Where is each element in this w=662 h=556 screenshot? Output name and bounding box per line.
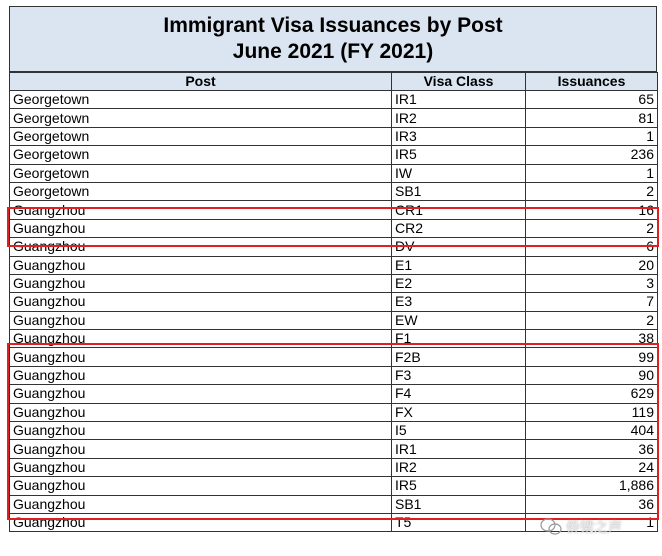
cell-visa-class: IR1 bbox=[392, 91, 526, 109]
table-row bbox=[10, 274, 658, 292]
cell-post: Guangzhou bbox=[10, 422, 392, 440]
table-row bbox=[10, 440, 658, 458]
cell-issuances: 1,886 bbox=[526, 477, 658, 495]
cell-post: Guangzhou bbox=[10, 403, 392, 421]
page-title: Immigrant Visa Issuances by Post bbox=[163, 14, 503, 37]
table-row bbox=[10, 293, 658, 311]
cell-issuances: 1 bbox=[526, 164, 658, 182]
cell-issuances: 36 bbox=[526, 440, 658, 458]
cell-issuances: 1 bbox=[526, 127, 658, 145]
table-row bbox=[10, 182, 658, 200]
cell-visa-class: IR1 bbox=[392, 440, 526, 458]
cell-issuances: 119 bbox=[526, 403, 658, 421]
cell-post: Guangzhou bbox=[10, 238, 392, 256]
cell-post: Georgetown bbox=[10, 164, 392, 182]
cell-visa-class: F3 bbox=[392, 366, 526, 384]
issuances-table bbox=[9, 72, 658, 532]
cell-post: Guangzhou bbox=[10, 366, 392, 384]
title-box bbox=[9, 6, 657, 72]
table-row bbox=[10, 495, 658, 513]
cell-visa-class: IR2 bbox=[392, 109, 526, 127]
cell-issuances: 2 bbox=[526, 219, 658, 237]
table-row bbox=[10, 201, 658, 219]
cell-issuances: 81 bbox=[526, 109, 658, 127]
watermark-text: 侨梁之声 bbox=[566, 519, 622, 535]
cell-visa-class: F4 bbox=[392, 385, 526, 403]
cell-post: Georgetown bbox=[10, 146, 392, 164]
table-row bbox=[10, 164, 658, 182]
cell-visa-class: DV bbox=[392, 238, 526, 256]
page-subtitle: June 2021 (FY 2021) bbox=[232, 40, 434, 63]
cell-visa-class: E1 bbox=[392, 256, 526, 274]
header-issuances: Issuances bbox=[526, 73, 658, 91]
cell-visa-class: FX bbox=[392, 403, 526, 421]
cell-issuances: 99 bbox=[526, 348, 658, 366]
table-row bbox=[10, 238, 658, 256]
cell-visa-class: SB1 bbox=[392, 182, 526, 200]
cell-post: Guangzhou bbox=[10, 440, 392, 458]
table-row bbox=[10, 348, 658, 366]
cell-visa-class: F1 bbox=[392, 330, 526, 348]
watermark bbox=[540, 514, 650, 540]
table-row bbox=[10, 127, 658, 145]
cell-post: Guangzhou bbox=[10, 274, 392, 292]
cell-visa-class: IR3 bbox=[392, 127, 526, 145]
cell-issuances: 20 bbox=[526, 256, 658, 274]
table-row bbox=[10, 311, 658, 329]
cell-post: Guangzhou bbox=[10, 201, 392, 219]
cell-visa-class: IR5 bbox=[392, 146, 526, 164]
table-row bbox=[10, 366, 658, 384]
cell-visa-class: I5 bbox=[392, 422, 526, 440]
table-header-row bbox=[10, 73, 658, 91]
cell-visa-class: EW bbox=[392, 311, 526, 329]
cell-post: Georgetown bbox=[10, 109, 392, 127]
cell-post: Guangzhou bbox=[10, 219, 392, 237]
cell-post: Guangzhou bbox=[10, 348, 392, 366]
cell-post: Georgetown bbox=[10, 127, 392, 145]
cell-post: Guangzhou bbox=[10, 330, 392, 348]
cell-issuances: 3 bbox=[526, 274, 658, 292]
table-row bbox=[10, 422, 658, 440]
cell-issuances: 90 bbox=[526, 366, 658, 384]
table-row bbox=[10, 91, 658, 109]
cell-visa-class: IW bbox=[392, 164, 526, 182]
cell-issuances: 7 bbox=[526, 293, 658, 311]
header-visa-class: Visa Class bbox=[392, 73, 526, 91]
table-row bbox=[10, 109, 658, 127]
cell-visa-class: IR2 bbox=[392, 458, 526, 476]
cell-issuances: 2 bbox=[526, 182, 658, 200]
cell-visa-class: E2 bbox=[392, 274, 526, 292]
cell-issuances: 36 bbox=[526, 495, 658, 513]
table-body bbox=[10, 91, 658, 532]
table-row bbox=[10, 256, 658, 274]
cell-issuances: 404 bbox=[526, 422, 658, 440]
wechat-icon bbox=[540, 518, 562, 536]
cell-post: Guangzhou bbox=[10, 385, 392, 403]
cell-post: Guangzhou bbox=[10, 293, 392, 311]
cell-visa-class: CR1 bbox=[392, 201, 526, 219]
table-row bbox=[10, 385, 658, 403]
header-post: Post bbox=[10, 73, 392, 91]
cell-post: Guangzhou bbox=[10, 458, 392, 476]
cell-post: Guangzhou bbox=[10, 513, 392, 531]
cell-visa-class: SB1 bbox=[392, 495, 526, 513]
cell-issuances: 236 bbox=[526, 146, 658, 164]
table-row bbox=[10, 330, 658, 348]
cell-post: Guangzhou bbox=[10, 495, 392, 513]
cell-visa-class: F2B bbox=[392, 348, 526, 366]
cell-issuances: 65 bbox=[526, 91, 658, 109]
cell-post: Guangzhou bbox=[10, 311, 392, 329]
cell-issuances: 2 bbox=[526, 311, 658, 329]
table-row bbox=[10, 219, 658, 237]
cell-post: Georgetown bbox=[10, 91, 392, 109]
cell-issuances: 24 bbox=[526, 458, 658, 476]
cell-issuances: 6 bbox=[526, 238, 658, 256]
cell-visa-class: IR5 bbox=[392, 477, 526, 495]
cell-issuances: 629 bbox=[526, 385, 658, 403]
cell-post: Guangzhou bbox=[10, 256, 392, 274]
cell-visa-class: E3 bbox=[392, 293, 526, 311]
cell-issuances: 16 bbox=[526, 201, 658, 219]
cell-visa-class: T5 bbox=[392, 513, 526, 531]
cell-issuances: 1 bbox=[526, 513, 658, 531]
cell-post: Georgetown bbox=[10, 182, 392, 200]
table-row bbox=[10, 146, 658, 164]
table-row bbox=[10, 458, 658, 476]
table-row bbox=[10, 477, 658, 495]
cell-visa-class: CR2 bbox=[392, 219, 526, 237]
cell-post: Guangzhou bbox=[10, 477, 392, 495]
cell-issuances: 38 bbox=[526, 330, 658, 348]
table-row bbox=[10, 403, 658, 421]
